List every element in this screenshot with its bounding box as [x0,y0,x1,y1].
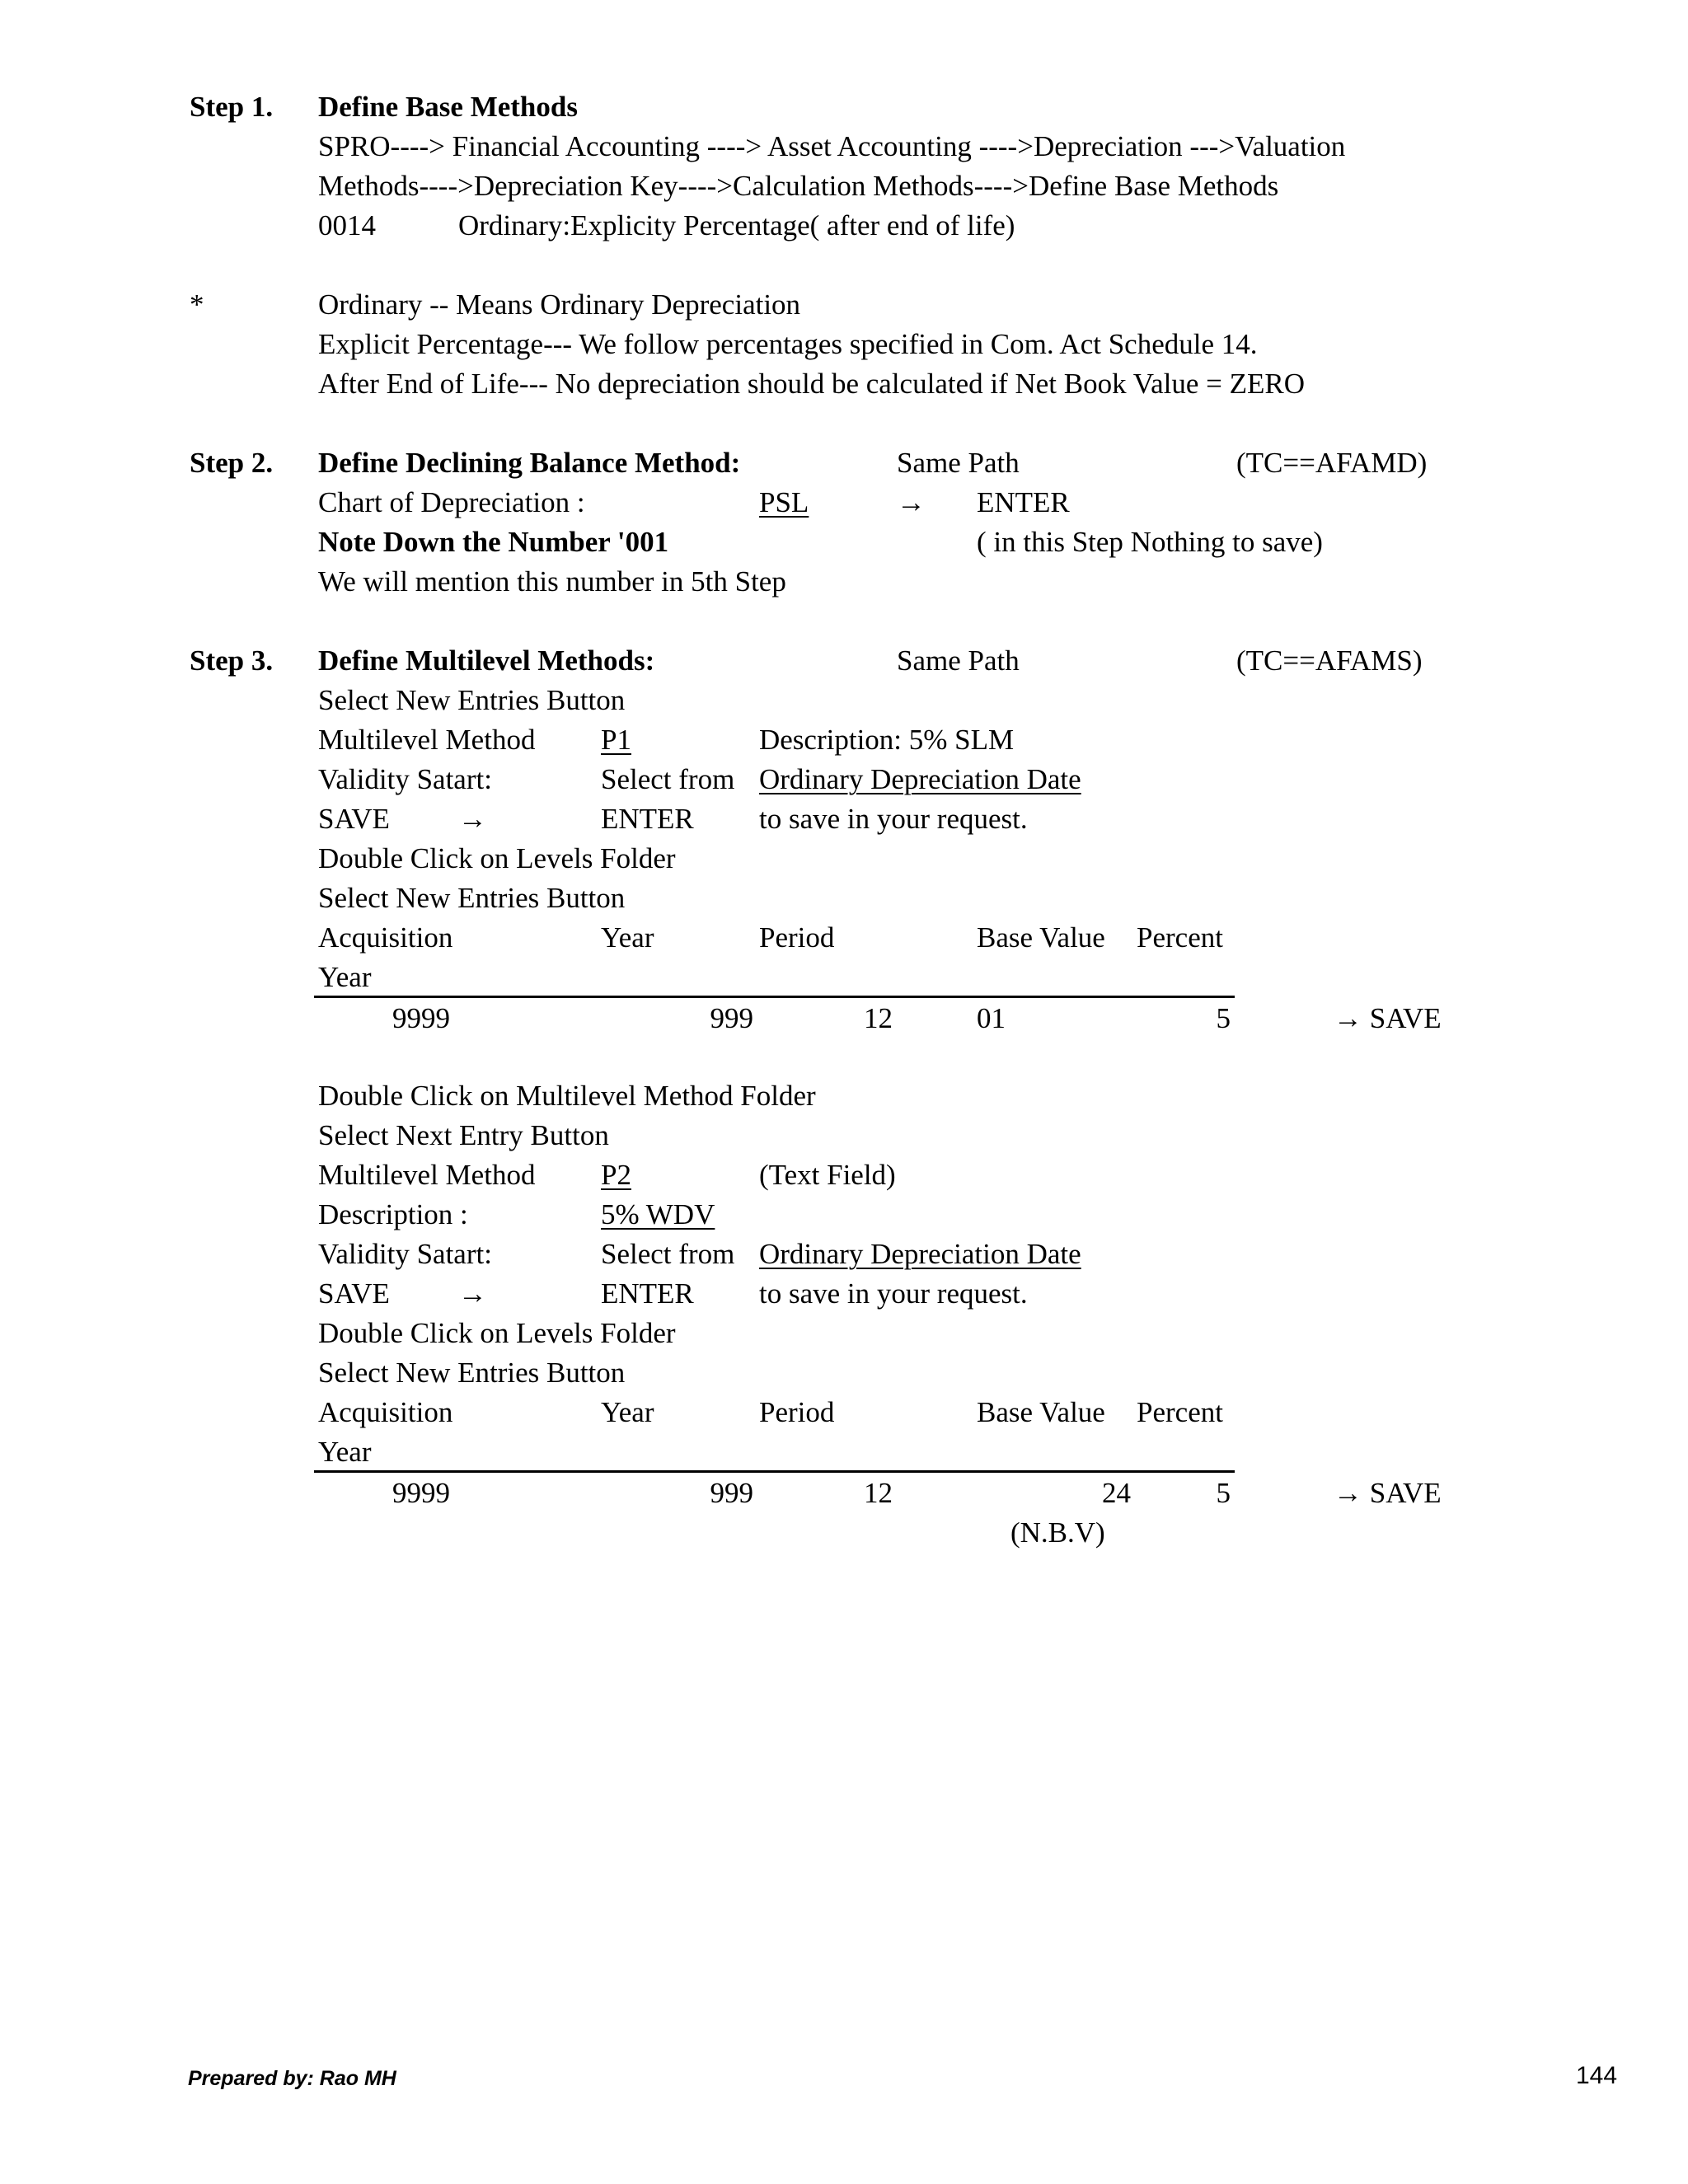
b2-header-year: Year [601,1396,654,1428]
step2-enter: ENTER [977,486,1070,518]
b2-cell-acq-year: 9999 [392,1477,450,1509]
step2-mention: We will mention this number in 5th Step [318,565,786,598]
b2-save: SAVE [318,1277,390,1310]
b2-header-year2: Year [318,1436,372,1468]
b1-cell-year: 999 [710,1002,753,1034]
b2-header-period: Period [759,1396,835,1428]
b1-ml-label: Multilevel Method [318,724,536,756]
b1-validity-label: Validity Satart: [318,763,492,795]
b2-desc-label: Description : [318,1198,468,1230]
b1-header-period: Period [759,921,835,954]
step2-label: Step 2. [190,447,274,479]
b1-row-save: → SAVE [1334,1002,1442,1034]
step1-title: Define Base Methods [318,91,578,123]
b1-select-from: Select from [601,763,735,795]
b2-header-acquisition: Acquisition [318,1396,453,1428]
b1-header-year2: Year [318,961,372,993]
b1-cell-acq-year: 9999 [392,1002,450,1034]
b1-enter: ENTER [601,803,694,835]
b2-arrow-icon: → [458,1277,487,1310]
b2-text-field: (Text Field) [759,1159,896,1191]
step1-code-desc: Ordinary:Explicity Percentage( after end of life) [458,209,1015,241]
note-line2: Explicit Percentage--- We follow percentages specified in Com. Act Schedule 14. [318,328,1258,360]
b2-dbl-ml: Double Click on Multilevel Method Folder [318,1080,816,1112]
step2-same-path: Same Path [897,447,1020,479]
b1-dbl-levels: Double Click on Levels Folder [318,842,676,874]
step1-path-line1: SPRO----> Financial Accounting ----> Asset Accounting ---->Depreciation --->Valuation [318,130,1346,162]
b2-select-from: Select from [601,1238,735,1270]
b2-cell-base-value: 24 [1102,1477,1131,1509]
b2-cell-percent: 5 [1216,1477,1231,1509]
b1-new-entries2: Select New Entries Button [318,882,626,914]
b2-nbv: (N.B.V) [1010,1516,1105,1549]
step2-arrow-icon: → [897,486,926,518]
step1-label: Step 1. [190,91,274,123]
b1-cell-percent: 5 [1216,1002,1231,1034]
b2-to-save: to save in your request. [759,1277,1028,1310]
b2-cell-year: 999 [710,1477,753,1509]
b2-enter: ENTER [601,1277,694,1310]
b2-header-percent: Percent [1137,1396,1223,1428]
footer-prepared-by: Prepared by: Rao MH [188,2067,396,2090]
note-line1: Ordinary -- Means Ordinary Depreciation [318,288,801,321]
step2-title: Define Declining Balance Method: [318,447,741,479]
b2-new-entries: Select New Entries Button [318,1357,626,1389]
b2-row-save: → SAVE [1334,1477,1442,1509]
b1-header-year: Year [601,921,654,954]
page-number: 144 [1576,2062,1618,2089]
b2-validity-label: Validity Satart: [318,1238,492,1270]
b1-desc: Description: 5% SLM [759,724,1015,756]
step2-chart-label: Chart of Depreciation : [318,486,585,518]
b1-save: SAVE [318,803,390,835]
b1-ord-date: Ordinary Depreciation Date [759,763,1081,795]
b1-to-save: to save in your request. [759,803,1028,835]
b1-arrow-icon: → [458,803,487,835]
b1-table-rule [314,996,1235,998]
b1-ml-value: P1 [601,724,631,756]
b1-header-base-value: Base Value [977,921,1105,954]
step1-code: 0014 [318,209,376,241]
b1-header-percent: Percent [1137,921,1223,954]
b1-new-entries: Select New Entries Button [318,684,626,716]
step3-same-path: Same Path [897,644,1020,677]
b2-table-rule [314,1470,1235,1473]
b2-ml-value: P2 [601,1159,631,1191]
b1-cell-base-value: 01 [977,1002,1006,1034]
note-marker: * [190,288,204,321]
step1-path-line2: Methods---->Depreciation Key---->Calculation Methods---->Define Base Methods [318,170,1279,202]
b2-next-entry: Select Next Entry Button [318,1119,609,1151]
b2-ml-label: Multilevel Method [318,1159,536,1191]
step2-chart-value: PSL [759,486,809,518]
b2-desc-value: 5% WDV [601,1198,715,1230]
b1-cell-period: 12 [864,1002,893,1034]
note-line3: After End of Life--- No depreciation should be calculated if Net Book Value = ZERO [318,368,1306,400]
step3-title: Define Multilevel Methods: [318,644,655,677]
step3-label: Step 3. [190,644,274,677]
step2-note-bold: Note Down the Number '001 [318,526,669,558]
b2-dbl-levels: Double Click on Levels Folder [318,1317,676,1349]
step2-nothing-to-save: ( in this Step Nothing to save) [977,526,1323,558]
b2-header-base-value: Base Value [977,1396,1105,1428]
b2-cell-period: 12 [864,1477,893,1509]
step3-tcode: (TC==AFAMS) [1236,644,1423,677]
step2-tcode: (TC==AFAMD) [1236,447,1428,479]
b1-header-acquisition: Acquisition [318,921,453,954]
b2-ord-date: Ordinary Depreciation Date [759,1238,1081,1270]
